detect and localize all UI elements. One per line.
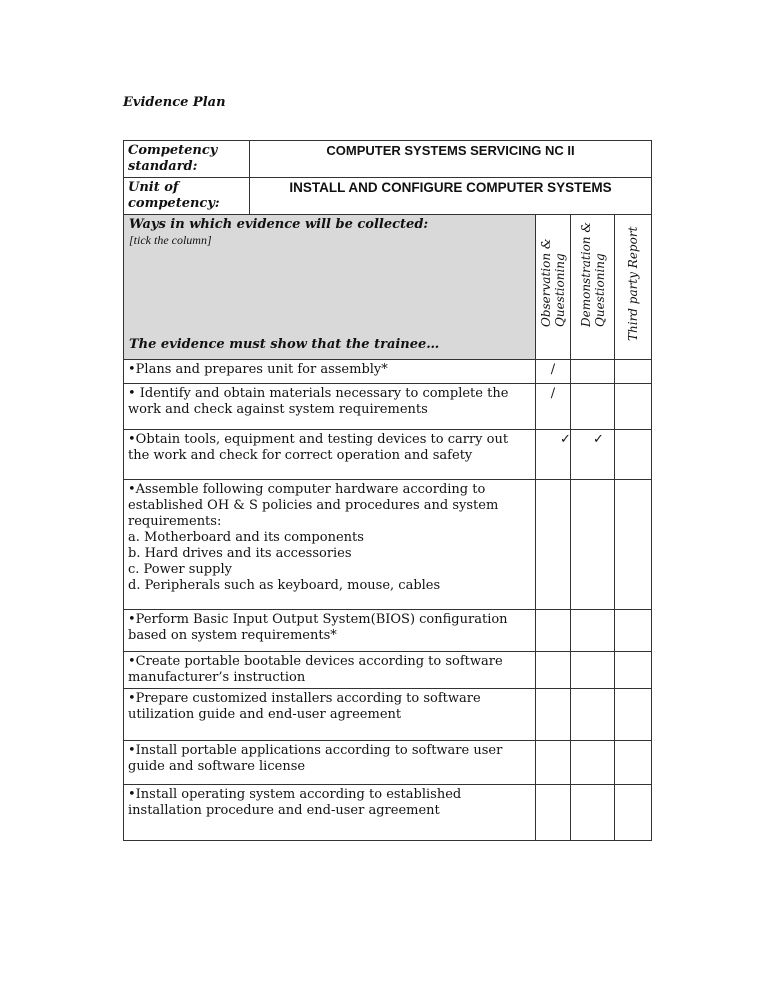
table-row [124, 610, 652, 652]
mark-demonstration [571, 480, 615, 610]
table-row [124, 741, 652, 785]
mark-observation [536, 610, 571, 652]
column-demonstration-label: Demonstration & Questioning [578, 221, 607, 327]
mark-third-party [615, 610, 652, 652]
ways-subtitle: [tick the column] [129, 233, 212, 247]
column-observation [536, 215, 571, 360]
ways-title: Ways in which evidence will be collected: [129, 217, 429, 232]
mark-demonstration [571, 741, 615, 785]
mark-demonstration: ✓ [571, 430, 615, 480]
criterion-text: •Obtain tools, equipment and testing devices to carry out the work and check for correct operation and safety [124, 430, 536, 480]
mark-third-party [615, 360, 652, 384]
mark-observation: / [536, 360, 571, 384]
mark-third-party [615, 384, 652, 430]
table-row [124, 652, 652, 689]
table-row [124, 689, 652, 741]
mark-third-party [615, 430, 652, 480]
unit-label: Unit of competency: [124, 178, 250, 215]
table-row [124, 360, 652, 384]
criterion-text: •Perform Basic Input Output System(BIOS) configuration based on system requirements* [124, 610, 536, 652]
mark-third-party [615, 480, 652, 610]
mark-demonstration [571, 689, 615, 741]
mark-third-party [615, 741, 652, 785]
criterion-text: •Create portable bootable devices according to software manufacturer’s instruction [124, 652, 536, 689]
unit-row [124, 178, 652, 215]
ways-header [124, 215, 536, 360]
mark-observation [536, 689, 571, 741]
table-row [124, 384, 652, 430]
mark-observation [536, 652, 571, 689]
mark-demonstration [571, 652, 615, 689]
table-row [124, 430, 652, 480]
mark-demonstration [571, 610, 615, 652]
criterion-text: •Assemble following computer hardware according to established OH & S policies and procedures and system requirements: a. Motherboard and its components b. Hard drives and its accessories c. Power supply d. Peripherals such as keyboard, mouse, cables [124, 480, 536, 610]
evidence-plan-table [123, 140, 652, 841]
mark-third-party [615, 689, 652, 741]
column-third-party-label: Third party Report [626, 226, 640, 341]
mark-demonstration [571, 785, 615, 841]
mark-demonstration [571, 360, 615, 384]
ways-footer: The evidence must show that the trainee… [129, 337, 440, 352]
table-row [124, 785, 652, 841]
criterion-text: •Install portable applications according to software user guide and software license [124, 741, 536, 785]
column-demonstration [571, 215, 615, 360]
mark-third-party [615, 652, 652, 689]
competency-value: COMPUTER SYSTEMS SERVICING NC II [250, 141, 652, 178]
mark-demonstration [571, 384, 615, 430]
criterion-text: •Install operating system according to established installation procedure and end-user agreement [124, 785, 536, 841]
mark-observation: ✓ [536, 430, 571, 480]
document-title: Evidence Plan [123, 95, 226, 110]
unit-value: INSTALL AND CONFIGURE COMPUTER SYSTEMS [250, 178, 652, 215]
method-header-row [124, 215, 652, 360]
competency-label: Competency standard: [124, 141, 250, 178]
criterion-text: •Prepare customized installers according to software utilization guide and end-user agreement [124, 689, 536, 741]
criterion-text: •Plans and prepares unit for assembly* [124, 360, 536, 384]
criterion-text: • Identify and obtain materials necessary to complete the work and check against system requirements [124, 384, 536, 430]
mark-observation [536, 785, 571, 841]
column-observation-label: Observation & Questioning [539, 238, 567, 327]
mark-third-party [615, 785, 652, 841]
table-row [124, 480, 652, 610]
mark-observation [536, 480, 571, 610]
mark-observation [536, 741, 571, 785]
column-third-party [615, 215, 652, 360]
competency-row [124, 141, 652, 178]
mark-observation: / [536, 384, 571, 430]
